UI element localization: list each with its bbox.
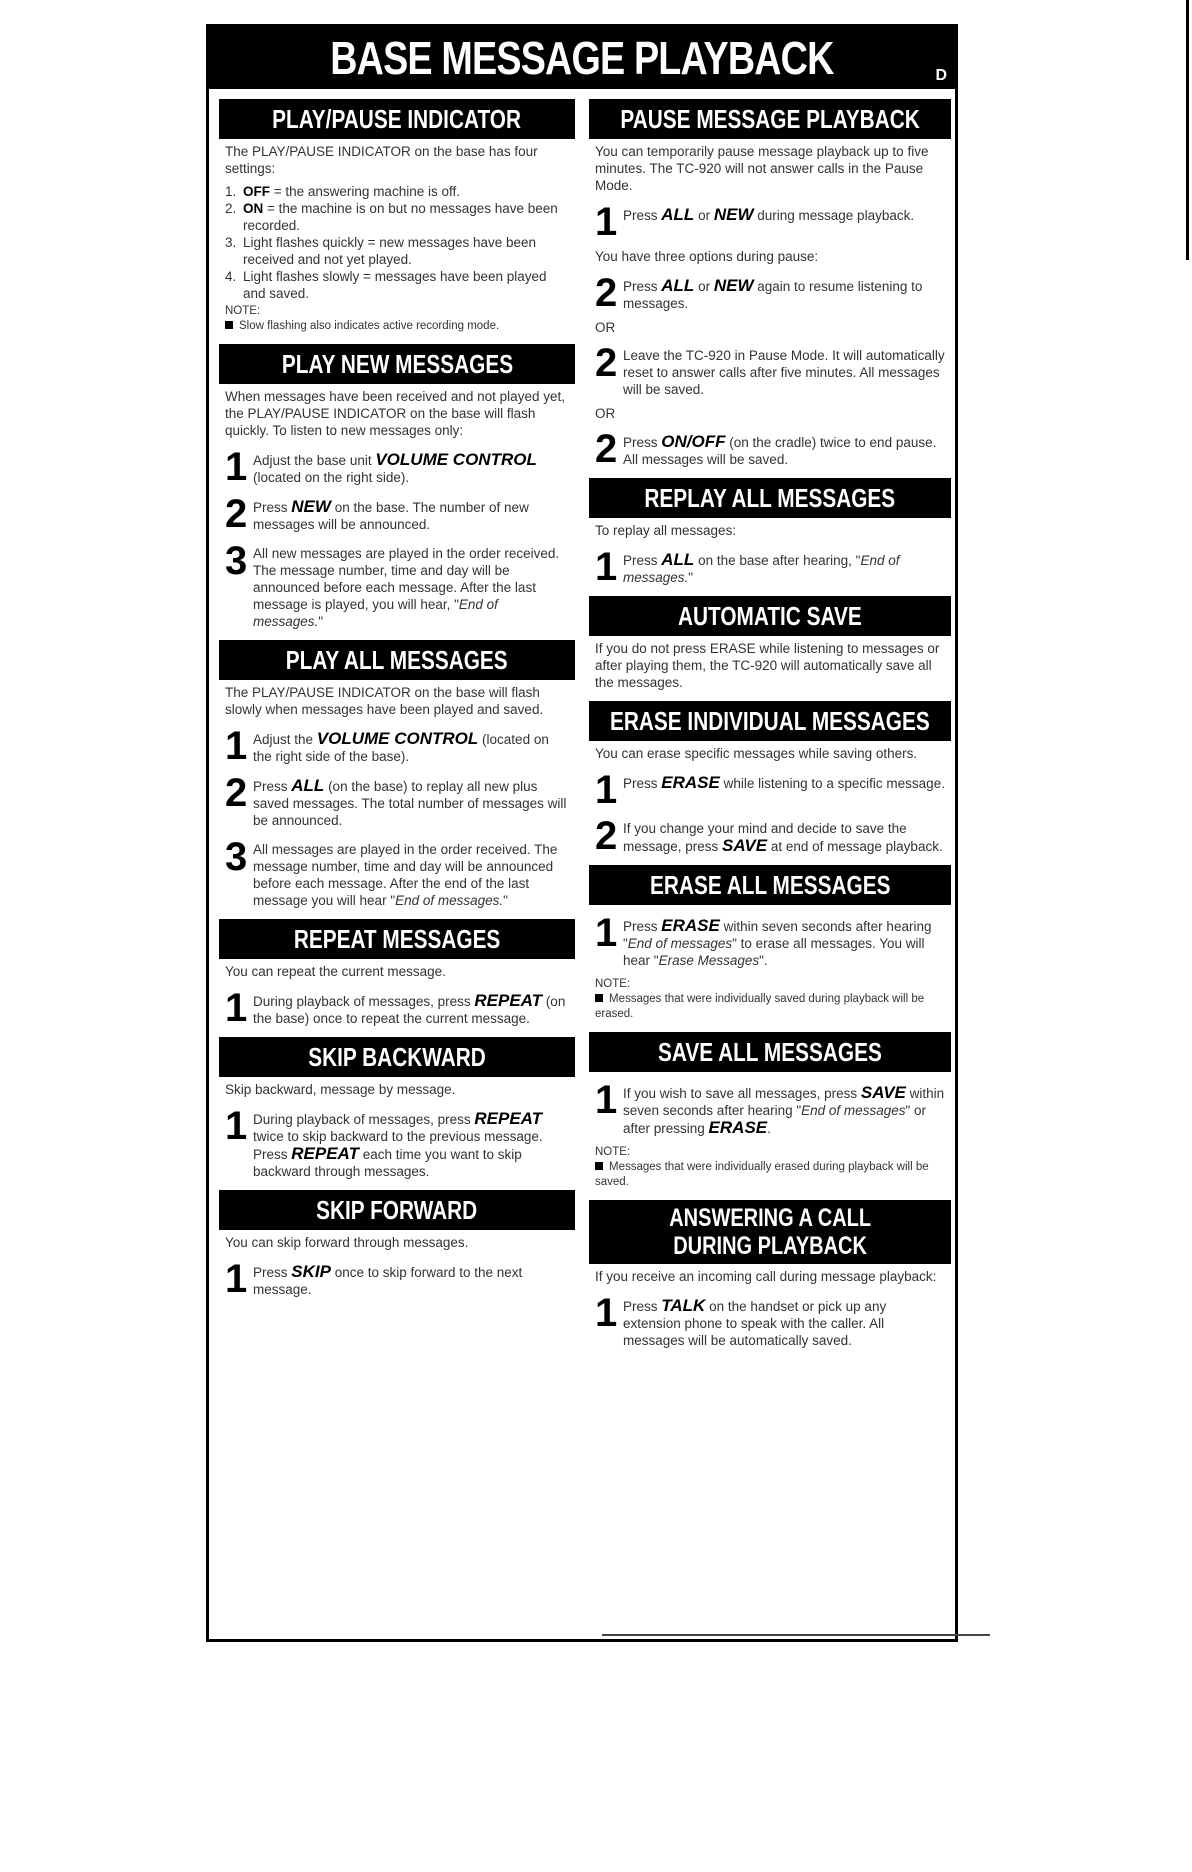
instruction-panel [206,24,958,1642]
step: 1 Press ALL or NEW during message playback. [595,200,915,244]
step: 2 Press ALL or NEW again to resume listening to messages. [595,271,923,315]
step: 3 All new messages are played in the order received. The message number, time and day will be announced before each message. After the last message is played, you will hear, "End of messages." [225,539,560,629]
or-separator: OR [595,406,616,421]
step: 1 Adjust the base unit VOLUME CONTROL (located on the right side). [225,445,537,489]
step: 3 All messages are played in the order received. The message number, time and day will be announced before each message. After the end of the last message you will hear "End of messages." [225,835,558,908]
section-answering-a-call [589,1200,951,1349]
step: 1 Press ALL on the base after hearing, "End of messages." [595,545,900,589]
bullet-square-icon [595,994,603,1002]
bullet-square-icon [225,321,233,329]
step: 2 Leave the TC-920 in Pause Mode. It will automatically reset to answer calls after five minutes. All messages will be saved. [595,341,945,397]
section-pause-message-playback [589,99,951,471]
step: 2 Press ALL (on the base) to replay all new plus saved messages. The total number of messages will be announced. [225,771,567,828]
section-play-pause-indicator [219,99,575,334]
section-erase-individual-messages [589,701,951,858]
list-item: 2. ON = the machine is on but no messages have been recorded. [225,201,558,233]
list-item: 3. Light flashes quickly = new messages have been received and not yet played. [225,235,537,267]
section-intro: You can skip forward through messages. [225,1235,469,1250]
section-heading: ANSWERING A CALL DURING PLAYBACK [589,1200,951,1264]
section-automatic-save [589,596,951,691]
step: 2 Press ON/OFF (on the cradle) twice to end pause. All messages will be saved. [595,427,937,471]
section-heading: ERASE ALL MESSAGES [589,865,951,905]
section-heading: PLAY NEW MESSAGES [219,344,575,384]
section-intro: To replay all messages: [595,523,737,538]
section-heading: REPEAT MESSAGES [219,919,575,959]
section-intro: Skip backward, message by message. [225,1082,456,1097]
section-marker: D [935,67,947,84]
step: 1 Press ERASE within seven seconds after hearing "End of messages" to erase all messages. You will hear "Erase Messages". [595,911,932,968]
step: 1 Press TALK on the handset or pick up any extension phone to speak with the caller. All messages will be automatically saved. [595,1291,887,1348]
step: 2 If you change your mind and decide to save the message, press SAVE at end of message playback. [595,814,943,858]
section-heading: PLAY ALL MESSAGES [219,640,575,680]
section-save-all-messages [589,1032,951,1190]
options-text: You have three options during pause: [595,249,819,264]
section-heading: REPLAY ALL MESSAGES [589,478,951,518]
section-heading: PAUSE MESSAGE PLAYBACK [589,99,951,139]
bullet-square-icon [595,1162,603,1170]
section-intro: You can repeat the current message. [225,964,446,979]
list-item: 4. Light flashes slowly = messages have been played and saved. [225,269,547,301]
section-heading: SKIP BACKWARD [219,1037,575,1077]
section-erase-all-messages [589,865,951,1022]
step: 1 Press SKIP once to skip forward to the next message. [225,1257,523,1301]
section-intro: You can temporarily pause message playback up to five minutes. The TC-920 will not answer calls in the Pause Mode. [595,144,929,193]
settings-list [225,183,569,302]
or-separator: OR [595,320,616,335]
section-intro: If you receive an incoming call during message playback: [595,1269,937,1284]
step: 2 Press NEW on the base. The number of new messages will be announced. [225,492,529,536]
left-column [219,99,575,1308]
step: 1 During playback of messages, press REPEAT (on the base) once to repeat the current message. [225,986,566,1030]
section-intro: When messages have been received and not played yet, the PLAY/PAUSE INDICATOR on the base will flash quickly. To listen to new messages only: [225,389,565,438]
section-heading: PLAY/PAUSE INDICATOR [219,99,575,139]
note: NOTE: Slow flashing also indicates active recording mode. [225,305,500,332]
right-column [589,99,951,1359]
section-repeat-messages [219,919,575,1030]
section-replay-all-messages [589,478,951,589]
edge-stripe [1186,0,1189,260]
page-title: BASE MESSAGE PLAYBACK [330,32,834,84]
step: 1 Press ERASE while listening to a specific message. [595,768,945,812]
section-skip-forward [219,1190,575,1301]
section-intro: You can erase specific messages while saving others. [595,746,918,761]
section-intro: The PLAY/PAUSE INDICATOR on the base will flash slowly when messages have been played and saved. [225,685,544,717]
section-play-new-messages [219,344,575,630]
step: 1 Adjust the VOLUME CONTROL (located on the right side of the base). [225,724,549,768]
step: 1 If you wish to save all messages, press SAVE within seven seconds after hearing "End of messages" or after pressing ERASE. [595,1078,945,1137]
section-heading: SAVE ALL MESSAGES [589,1032,951,1072]
bottom-rule [602,1634,990,1636]
title-bar [209,27,955,89]
step: 1 During playback of messages, press REPEAT twice to skip backward to the previous message. Press REPEAT each time you want to skip backward through messages. [225,1104,543,1179]
note: NOTE: Messages that were individually erased during playback will be saved. [595,1146,929,1188]
section-play-all-messages [219,640,575,909]
section-skip-backward [219,1037,575,1180]
note: NOTE: Messages that were individually saved during playback will be erased. [595,978,925,1020]
section-intro: The PLAY/PAUSE INDICATOR on the base has four settings: [225,144,538,176]
section-heading: AUTOMATIC SAVE [589,596,951,636]
section-intro: If you do not press ERASE while listening to messages or after playing them, the TC-920 will automatically save all the messages. [595,641,940,690]
list-item: 1. OFF = the answering machine is off. [225,184,460,199]
section-heading: SKIP FORWARD [219,1190,575,1230]
section-heading: ERASE INDIVIDUAL MESSAGES [589,701,951,741]
